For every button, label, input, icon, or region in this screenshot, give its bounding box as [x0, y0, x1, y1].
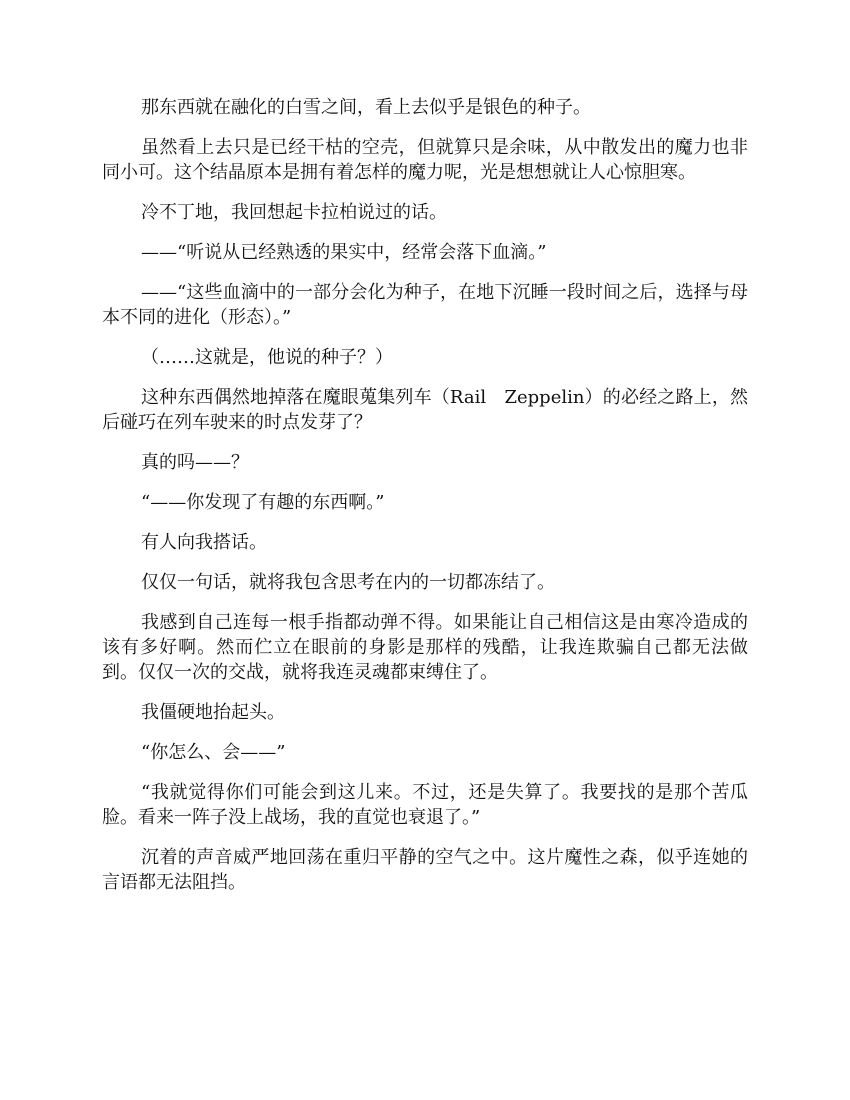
paragraph: 那东西就在融化的白雪之间，看上去似乎是银色的种子。 — [141, 97, 591, 118]
paragraph: 这种东西偶然地掉落在魔眼蒐集列车（Rail Zeppelin）的必经之路上，然后碰巧在列车驶来的时点发芽了？ — [102, 387, 748, 433]
paragraph: ——“这些血滴中的一部分会化为种子，在地下沉睡一段时间之后，选择与母本不同的进化（形态）。” — [102, 282, 748, 328]
paragraph: 冷不丁地，我回想起卡拉柏说过的话。 — [141, 202, 447, 223]
paragraph: “我就觉得你们可能会到这儿来。不过，还是失算了。我要找的是那个苦瓜脸。看来一阵子没上战场，我的直觉也衰退了。” — [102, 782, 748, 828]
paragraph: ——“听说从已经熟透的果实中，经常会落下血滴。” — [141, 242, 547, 263]
paragraph: 我僵硬地抬起头。 — [141, 702, 285, 723]
paragraph: 虽然看上去只是已经干枯的空壳，但就算只是余味，从中散发出的魔力也非同小可。这个结晶原本是拥有着怎样的魔力呢，光是想想就让人心惊胆寒。 — [102, 137, 748, 183]
paragraph: “你怎么、会——” — [141, 742, 286, 763]
paragraph: 沉着的声音威严地回荡在重归平静的空气之中。这片魔性之森，似乎连她的言语都无法阻挡。 — [102, 847, 748, 893]
paragraph: 我感到自己连每一根手指都动弹不得。如果能让自己相信这是由寒冷造成的该有多好啊。然而伫立在眼前的身影是那样的残酷，让我连欺骗自己都无法做到。仅仅一次的交战，就将我连灵魂都束缚住了。 — [102, 612, 748, 683]
paragraph: 真的吗——？ — [141, 452, 249, 473]
paragraph: “——你发现了有趣的东西啊。” — [141, 492, 385, 513]
paragraph: （……这就是，他说的种子？） — [141, 347, 393, 368]
paragraph: 仅仅一句话，就将我包含思考在内的一切都冻结了。 — [141, 572, 555, 593]
paragraph: 有人向我搭话。 — [141, 532, 267, 553]
document-page — [102, 95, 748, 910]
